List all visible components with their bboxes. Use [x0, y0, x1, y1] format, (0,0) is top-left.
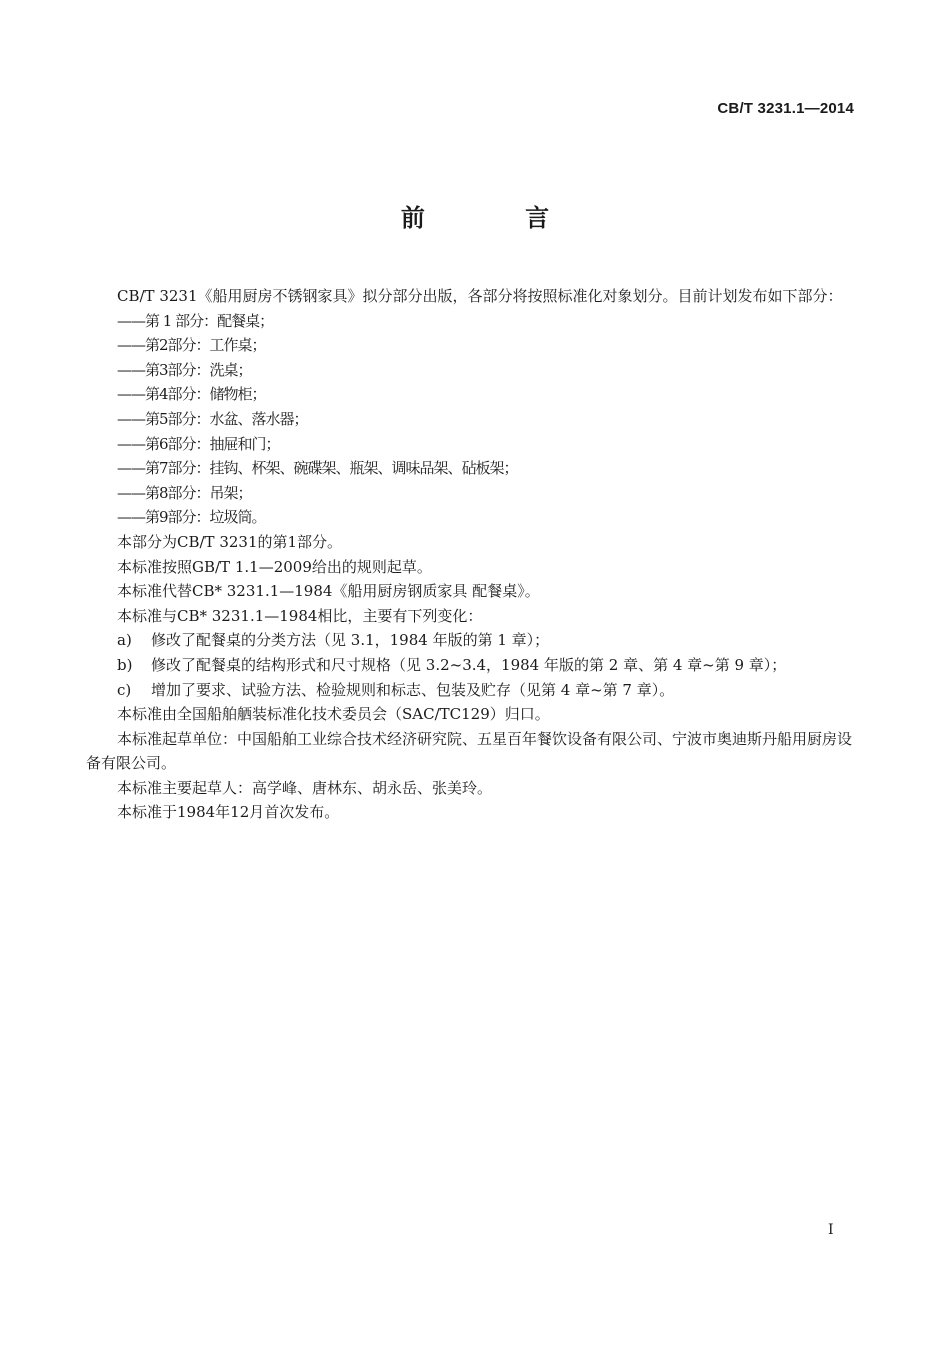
part-item: ——第7部分：挂钩、杯架、碗碟架、瓶架、调味品架、砧板架； — [117, 459, 518, 478]
change-text: 修改了配餐桌的结构形式和尺寸规格（见 3.2~3.4，1984 年版的第 2 章、第 4 章~第 9 章）； — [151, 655, 787, 674]
part-item: ——第 1 部分：配餐桌； — [117, 311, 274, 330]
change-item — [86, 653, 856, 678]
page-title: 前 言 — [400, 204, 596, 232]
standard-code: CB/T 3231.1—2014 — [717, 100, 854, 117]
intro-paragraph: CB/T 3231《船用厨房不锈钢家具》拟分部分出版，各部分将按照标准化对象划分。目前计划发布如下部分： — [117, 287, 843, 305]
change-item — [86, 628, 856, 653]
part-item: ——第6部分：抽屉和门； — [117, 434, 280, 453]
replaces-paragraph: 本标准代替CB* 3231.1—1984《船用厨房钢质家具 配餐桌》。 — [117, 582, 540, 601]
part-item: ——第9部分：垃圾筒。 — [117, 508, 266, 527]
drafters-paragraph: 本标准主要起草人：高学峰、唐林东、胡永岳、张美玲。 — [117, 778, 493, 797]
part-item: ——第4部分：储物柜； — [117, 385, 266, 404]
page-number: I — [828, 1222, 834, 1238]
part-item: ——第8部分：吊架； — [117, 483, 252, 502]
change-text: 修改了配餐桌的分类方法（见 3.1，1984 年版的第 1 章）； — [151, 631, 550, 650]
change-text: 增加了要求、试验方法、检验规则和标志、包装及贮存（见第 4 章~第 7 章）。 — [151, 680, 675, 699]
part-item: ——第2部分：工作桌； — [117, 336, 266, 355]
change-label: a) — [117, 631, 132, 650]
change-item — [86, 678, 856, 703]
change-label: b) — [117, 655, 133, 674]
document-body — [86, 284, 856, 825]
change-label: c) — [117, 680, 132, 699]
this-part-paragraph: 本部分为CB/T 3231的第1部分。 — [117, 532, 343, 551]
part-item: ——第3部分：洗桌； — [117, 360, 252, 379]
changes-intro-paragraph: 本标准与CB* 3231.1—1984相比，主要有下列变化： — [117, 606, 483, 625]
drafting-units-paragraph: 本标准起草单位：中国船舶工业综合技术经济研究院、五星百年餐饮设备有限公司、宁波市奥迪斯丹船用厨房设备有限公司。 — [86, 729, 853, 773]
committee-paragraph: 本标准由全国船舶舾装标准化技术委员会（SAC/TC129）归口。 — [117, 705, 550, 724]
drafted-per-paragraph: 本标准按照GB/T 1.1—2009给出的规则起草。 — [117, 557, 432, 576]
part-item: ——第5部分：水盆、落水器； — [117, 409, 308, 428]
first-issued-paragraph: 本标准于1984年12月首次发布。 — [117, 803, 340, 822]
